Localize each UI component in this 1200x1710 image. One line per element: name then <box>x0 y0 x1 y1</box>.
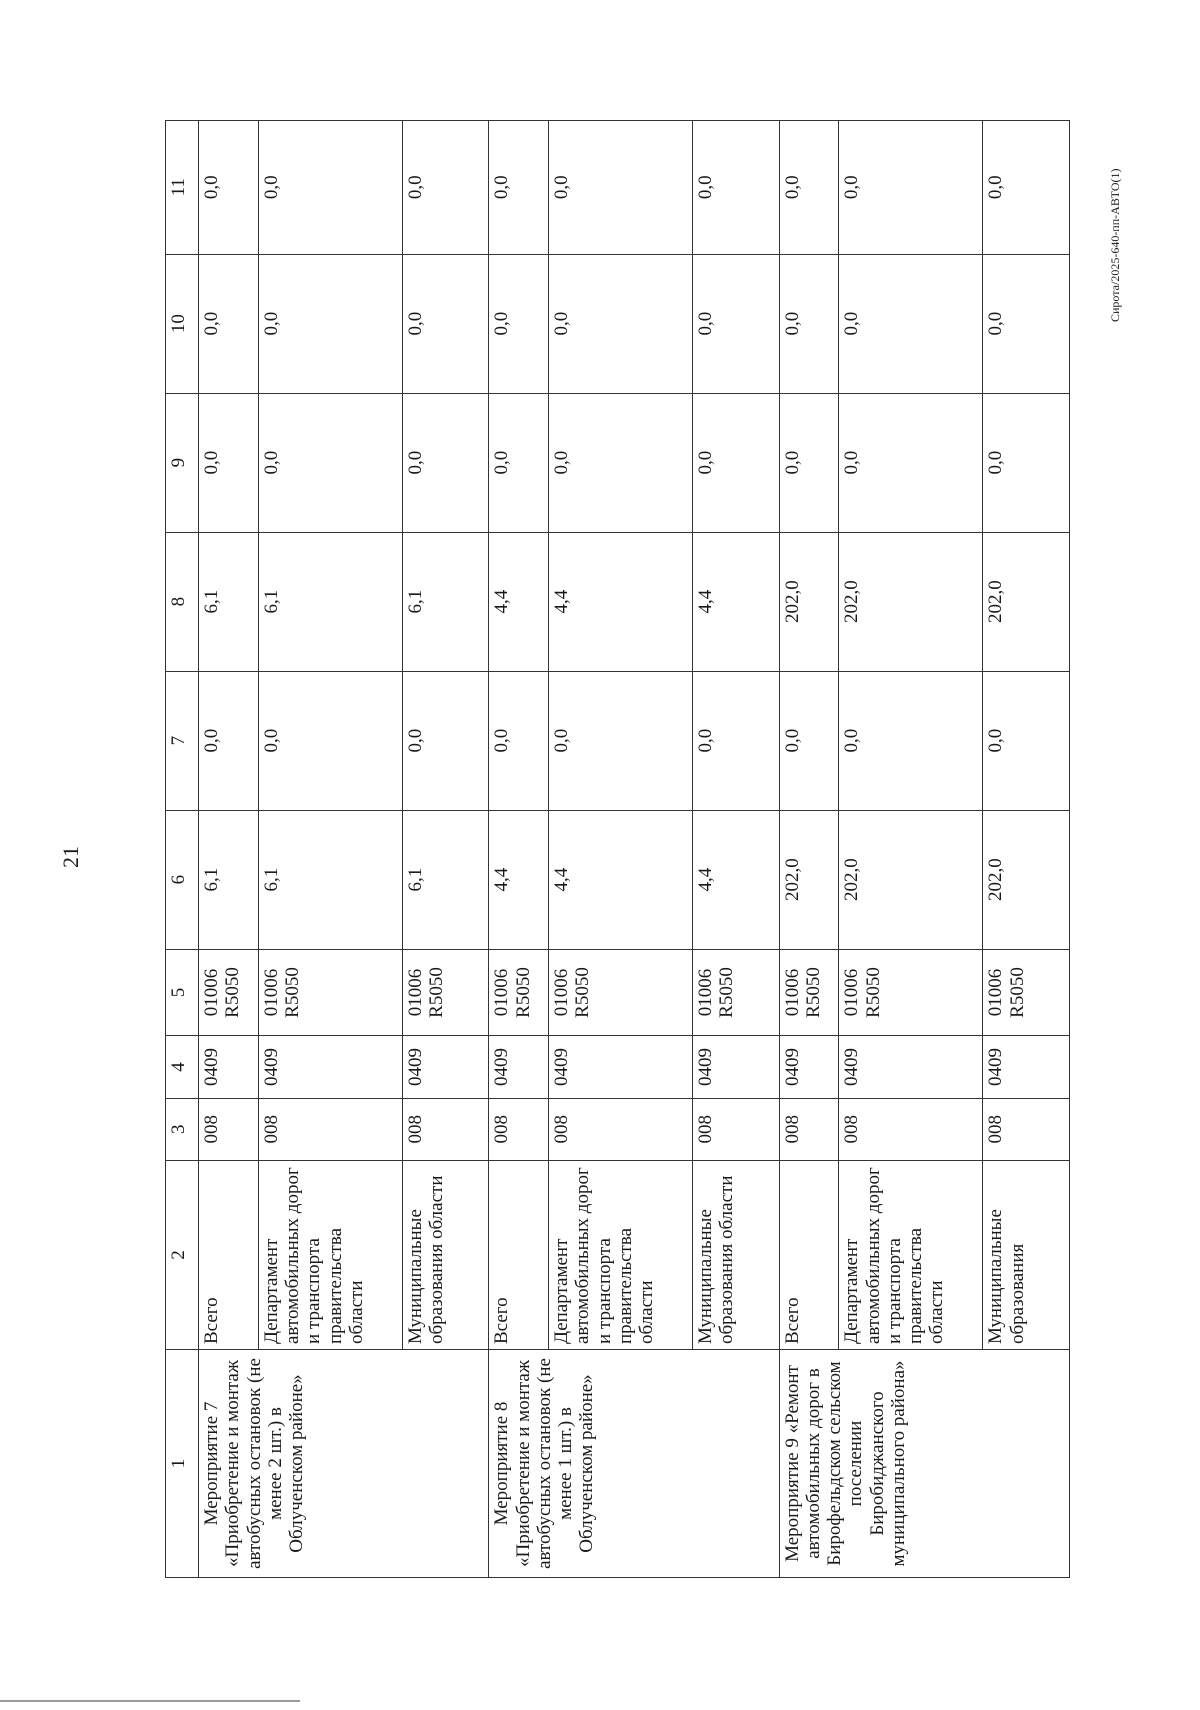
code-cell: 008 <box>693 1098 779 1160</box>
value-cell: 0,0 <box>839 254 983 393</box>
value-cell: 202,0 <box>839 532 983 671</box>
value-cell: 0,0 <box>199 254 259 393</box>
header-cell: 8 <box>166 532 199 671</box>
value-cell: 4,4 <box>549 532 693 671</box>
value-cell: 0,0 <box>489 254 549 393</box>
code-cell: 0409 <box>258 1036 402 1098</box>
value-cell: 202,0 <box>839 810 983 949</box>
executor-cell: Всего <box>199 1160 259 1349</box>
header-cell: 9 <box>166 393 199 532</box>
header-row <box>166 121 199 1578</box>
value-cell: 4,4 <box>693 810 779 949</box>
value-cell: 4,4 <box>549 810 693 949</box>
value-cell: 0,0 <box>779 254 839 393</box>
budget-table-rotated <box>165 120 1070 1578</box>
value-cell: 0,0 <box>983 671 1070 810</box>
value-cell: 0,0 <box>489 121 549 255</box>
value-cell: 0,0 <box>549 254 693 393</box>
code-cell: 008 <box>489 1098 549 1160</box>
value-cell: 0,0 <box>402 254 488 393</box>
code-cell: 008 <box>983 1098 1070 1160</box>
header-cell: 11 <box>166 121 199 255</box>
code-cell: 008 <box>549 1098 693 1160</box>
value-cell: 0,0 <box>549 671 693 810</box>
header-cell: 3 <box>166 1098 199 1160</box>
code-cell: 0409 <box>983 1036 1070 1098</box>
value-cell: 0,0 <box>779 121 839 255</box>
value-cell: 6,1 <box>258 810 402 949</box>
value-cell: 0,0 <box>549 393 693 532</box>
measure-title: Мероприятие 9 «Ремонт автомобильных дорог в Бирофельдском сельском поселении Биробиджанского муниципального района» <box>779 1350 1069 1578</box>
value-cell: 0,0 <box>693 671 779 810</box>
value-cell: 4,4 <box>693 532 779 671</box>
code-cell: 01006 R5050 <box>549 949 693 1036</box>
value-cell: 0,0 <box>779 393 839 532</box>
value-cell: 0,0 <box>839 121 983 255</box>
value-cell: 0,0 <box>779 671 839 810</box>
value-cell: 4,4 <box>489 810 549 949</box>
value-cell: 202,0 <box>983 532 1070 671</box>
table-row <box>199 121 259 1578</box>
value-cell: 0,0 <box>258 254 402 393</box>
value-cell: 0,0 <box>402 121 488 255</box>
scan-edge-line <box>0 1700 300 1702</box>
executor-cell: Департамент автомобильных дорог и транспорта правительства области <box>839 1160 983 1349</box>
value-cell: 0,0 <box>693 393 779 532</box>
value-cell: 6,1 <box>402 532 488 671</box>
code-cell: 008 <box>839 1098 983 1160</box>
value-cell: 0,0 <box>489 671 549 810</box>
value-cell: 202,0 <box>779 810 839 949</box>
executor-cell: Департамент автомобильных дорог и транспорта правительства области <box>258 1160 402 1349</box>
value-cell: 0,0 <box>693 121 779 255</box>
value-cell: 6,1 <box>199 532 259 671</box>
code-cell: 0409 <box>779 1036 839 1098</box>
code-cell: 008 <box>199 1098 259 1160</box>
executor-cell: Муниципальные образования области <box>402 1160 488 1349</box>
code-cell: 0409 <box>199 1036 259 1098</box>
value-cell: 6,1 <box>402 810 488 949</box>
code-cell: 0409 <box>549 1036 693 1098</box>
document-code: Сирота/2025-640-пп-АВТО(1) <box>1108 168 1122 322</box>
value-cell: 0,0 <box>983 254 1070 393</box>
header-cell: 10 <box>166 254 199 393</box>
table-row <box>489 121 549 1578</box>
value-cell: 0,0 <box>402 671 488 810</box>
header-cell: 7 <box>166 671 199 810</box>
code-cell: 008 <box>258 1098 402 1160</box>
executor-cell: Муниципальные образования <box>983 1160 1070 1349</box>
value-cell: 0,0 <box>983 121 1070 255</box>
code-cell: 01006 R5050 <box>258 949 402 1036</box>
executor-cell: Департамент автомобильных дорог и транспорта правительства области <box>549 1160 693 1349</box>
header-cell: 6 <box>166 810 199 949</box>
code-cell: 0409 <box>402 1036 488 1098</box>
value-cell: 4,4 <box>489 532 549 671</box>
code-cell: 01006 R5050 <box>779 949 839 1036</box>
code-cell: 0409 <box>839 1036 983 1098</box>
header-cell: 1 <box>166 1350 199 1578</box>
code-cell: 01006 R5050 <box>983 949 1070 1036</box>
value-cell: 6,1 <box>258 532 402 671</box>
budget-table <box>165 120 1070 1578</box>
table-row <box>779 121 839 1578</box>
code-cell: 01006 R5050 <box>693 949 779 1036</box>
header-cell: 5 <box>166 949 199 1036</box>
value-cell: 0,0 <box>983 393 1070 532</box>
page-number: 21 <box>58 846 83 868</box>
value-cell: 0,0 <box>839 393 983 532</box>
executor-cell: Муниципальные образования области <box>693 1160 779 1349</box>
value-cell: 0,0 <box>693 254 779 393</box>
measure-title: Мероприятие 8 «Приобретение и монтаж автобусных остановок (не менее 1 шт.) в Облученском районе» <box>489 1350 779 1578</box>
value-cell: 202,0 <box>779 532 839 671</box>
code-cell: 01006 R5050 <box>839 949 983 1036</box>
value-cell: 0,0 <box>258 121 402 255</box>
code-cell: 0409 <box>489 1036 549 1098</box>
measure-title: Мероприятие 7 «Приобретение и монтаж автобусных остановок (не менее 2 шт.) в Облученском районе» <box>199 1350 489 1578</box>
value-cell: 0,0 <box>489 393 549 532</box>
value-cell: 0,0 <box>549 121 693 255</box>
code-cell: 008 <box>402 1098 488 1160</box>
value-cell: 0,0 <box>258 671 402 810</box>
value-cell: 0,0 <box>839 671 983 810</box>
value-cell: 0,0 <box>258 393 402 532</box>
value-cell: 0,0 <box>402 393 488 532</box>
executor-cell: Всего <box>779 1160 839 1349</box>
code-cell: 01006 R5050 <box>402 949 488 1036</box>
header-cell: 2 <box>166 1160 199 1349</box>
code-cell: 01006 R5050 <box>199 949 259 1036</box>
executor-cell: Всего <box>489 1160 549 1349</box>
code-cell: 0409 <box>693 1036 779 1098</box>
value-cell: 0,0 <box>199 121 259 255</box>
value-cell: 0,0 <box>199 393 259 532</box>
value-cell: 202,0 <box>983 810 1070 949</box>
header-cell: 4 <box>166 1036 199 1098</box>
value-cell: 0,0 <box>199 671 259 810</box>
code-cell: 008 <box>779 1098 839 1160</box>
value-cell: 6,1 <box>199 810 259 949</box>
code-cell: 01006 R5050 <box>489 949 549 1036</box>
